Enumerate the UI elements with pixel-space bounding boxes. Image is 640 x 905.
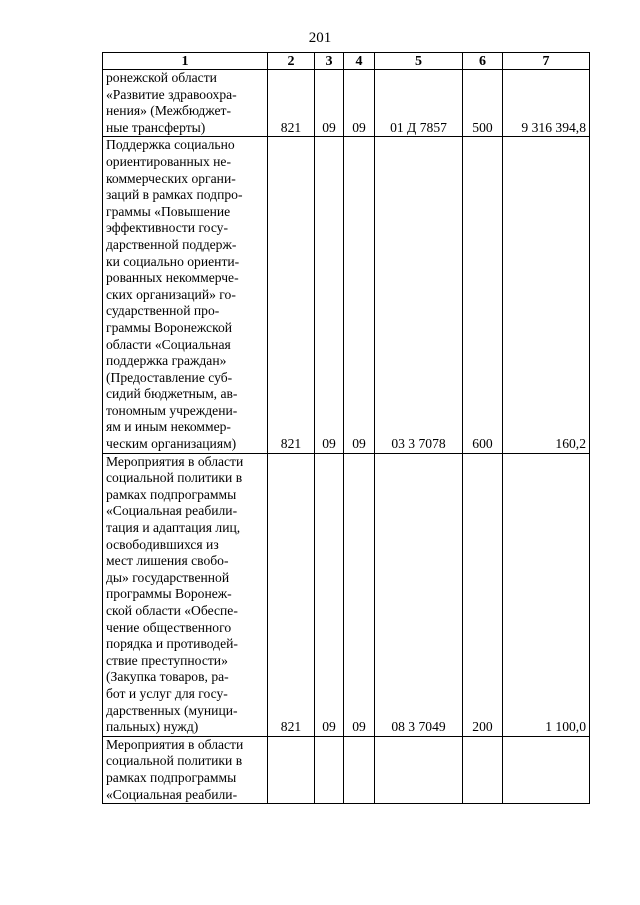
row-description: ронежской области «Развитие здравоохра- нения» (Межбюджет- ные трансферты): [103, 70, 268, 137]
target-article-code: 03 3 7078: [375, 137, 463, 453]
table-row: [103, 736, 590, 803]
ministry-code: 821: [268, 453, 315, 736]
ministry-code: [268, 736, 315, 803]
target-article-code: [375, 736, 463, 803]
section-code: 09: [315, 453, 344, 736]
table-row: [103, 70, 590, 137]
subsection-code: 09: [344, 137, 375, 453]
section-code: [315, 736, 344, 803]
expense-type-code: 200: [463, 453, 503, 736]
column-header-3: 3: [315, 53, 344, 70]
row-description: Поддержка социально ориентированных не- коммерческих органи- заций в рамках подпро- граммы «Повышение эффективности госу- дарственной поддерж- ки социально ориенти- рованных некоммерче- ских организаций» го- сударственной про- граммы Воронежской области «Социальная поддержка граждан» (Предоставление суб- сидий бюджетным, ав- тономным учреждени- ям и иным некоммер- ческим организациям): [103, 137, 268, 453]
table-row: [103, 453, 590, 736]
column-header-1: 1: [103, 53, 268, 70]
expense-type-code: 600: [463, 137, 503, 453]
expense-type-code: [463, 736, 503, 803]
column-header-5: 5: [375, 53, 463, 70]
target-article-code: 08 3 7049: [375, 453, 463, 736]
column-header-4: 4: [344, 53, 375, 70]
ministry-code: 821: [268, 70, 315, 137]
column-header-2: 2: [268, 53, 315, 70]
subsection-code: [344, 736, 375, 803]
target-article-code: 01 Д 7857: [375, 70, 463, 137]
row-description: Мероприятия в области социальной политики в рамках подпрограммы «Социальная реабили- тация и адаптация лиц, освободившихся из мест лишения свобо- ды» государственной программы Воронеж- ской области «Обеспе- чение общественного порядка и противодей- ствие преступности» (Закупка товаров, ра- бот и услуг для госу- дарственных (муници- пальных) нужд): [103, 453, 268, 736]
table-row: [103, 137, 590, 453]
amount: 160,2: [503, 137, 590, 453]
section-code: 09: [315, 137, 344, 453]
ministry-code: 821: [268, 137, 315, 453]
header-row: [103, 53, 590, 70]
amount: [503, 736, 590, 803]
amount: 9 316 394,8: [503, 70, 590, 137]
subsection-code: 09: [344, 453, 375, 736]
expense-type-code: 500: [463, 70, 503, 137]
column-header-7: 7: [503, 53, 590, 70]
page-number: 201: [308, 30, 332, 46]
budget-table: [102, 52, 590, 804]
section-code: 09: [315, 70, 344, 137]
subsection-code: 09: [344, 70, 375, 137]
row-description: Мероприятия в области социальной политики в рамках подпрограммы «Социальная реабили-: [103, 736, 268, 803]
column-header-6: 6: [463, 53, 503, 70]
amount: 1 100,0: [503, 453, 590, 736]
